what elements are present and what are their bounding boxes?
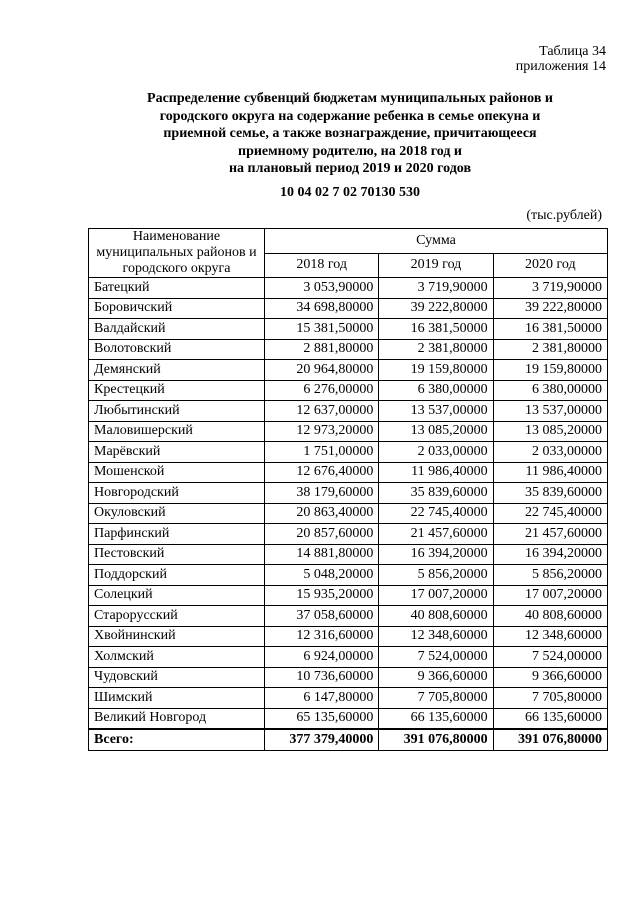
district-name: Холмский: [89, 647, 265, 668]
value-2020: 6 380,00000: [493, 380, 607, 401]
district-name: Окуловский: [89, 503, 265, 524]
appendix-number: приложения 14: [515, 59, 606, 74]
table-number: Таблица 34: [539, 44, 606, 59]
table-row: [89, 339, 608, 360]
table-row: [89, 462, 608, 483]
district-name: Чудовский: [89, 667, 265, 688]
value-2018: 15 935,20000: [265, 585, 379, 606]
value-2018: 14 881,80000: [265, 544, 379, 565]
value-2020: 40 808,60000: [493, 606, 607, 627]
document-title: [90, 90, 610, 178]
value-2018: 6 276,00000: [265, 380, 379, 401]
value-2019: 12 348,60000: [379, 626, 493, 647]
value-2018: 12 637,00000: [265, 401, 379, 422]
value-2020: 13 537,00000: [493, 401, 607, 422]
table-row: [89, 565, 608, 586]
value-2018: 12 676,40000: [265, 462, 379, 483]
total-row: [89, 729, 608, 750]
title-line: городского округа на содержание ребенка в семье опекуна и: [159, 108, 541, 124]
title-line: на плановый период 2019 и 2020 годов: [228, 161, 472, 176]
value-2018: 37 058,60000: [265, 606, 379, 627]
value-2019: 39 222,80000: [379, 298, 493, 319]
value-2020: 22 745,40000: [493, 503, 607, 524]
table-row: [89, 708, 608, 729]
value-2020: 3 719,90000: [493, 278, 607, 299]
table-row: [89, 626, 608, 647]
value-2018: 1 751,00000: [265, 442, 379, 463]
value-2020: 21 457,60000: [493, 524, 607, 545]
title-line: приемной семье, а также вознаграждение, причитающееся: [163, 126, 537, 141]
table-row: [89, 401, 608, 422]
table-row: [89, 421, 608, 442]
value-2019: 66 135,60000: [379, 708, 493, 729]
table-row: [89, 647, 608, 668]
value-2020: 7 705,80000: [493, 688, 607, 709]
table-row: [89, 503, 608, 524]
total-2018: 377 379,40000: [265, 729, 379, 750]
column-header-2019: 2019 год: [379, 253, 493, 278]
value-2020: 9 366,60000: [493, 667, 607, 688]
district-name: Батецкий: [89, 278, 265, 299]
value-2019: 5 856,20000: [379, 565, 493, 586]
total-label: Всего:: [89, 729, 265, 750]
value-2019: 16 381,50000: [379, 319, 493, 340]
value-2020: 13 085,20000: [493, 421, 607, 442]
table-row: [89, 544, 608, 565]
district-name: Парфинский: [89, 524, 265, 545]
value-2019: 9 366,60000: [379, 667, 493, 688]
value-2018: 65 135,60000: [265, 708, 379, 729]
value-2020: 17 007,20000: [493, 585, 607, 606]
district-name: Марёвский: [89, 442, 265, 463]
table-row: [89, 667, 608, 688]
value-2018: 12 973,20000: [265, 421, 379, 442]
district-name: Великий Новгород: [89, 708, 265, 729]
table-row: [89, 483, 608, 504]
value-2020: 35 839,60000: [493, 483, 607, 504]
table-row: [89, 298, 608, 319]
district-name: Пестовский: [89, 544, 265, 565]
value-2020: 12 348,60000: [493, 626, 607, 647]
value-2018: 6 924,00000: [265, 647, 379, 668]
table-row: [89, 688, 608, 709]
table-row: [89, 319, 608, 340]
value-2019: 2 381,80000: [379, 339, 493, 360]
district-name: Солецкий: [89, 585, 265, 606]
units-label: (тыс.рублей): [526, 208, 602, 223]
column-header-name: Наименование муниципальных районов и городского округа: [89, 229, 265, 278]
value-2018: 6 147,80000: [265, 688, 379, 709]
value-2019: 40 808,60000: [379, 606, 493, 627]
value-2019: 6 380,00000: [379, 380, 493, 401]
district-name: Маловишерский: [89, 421, 265, 442]
value-2019: 13 537,00000: [379, 401, 493, 422]
district-name: Старорусский: [89, 606, 265, 627]
district-name: Поддорский: [89, 565, 265, 586]
value-2019: 11 986,40000: [379, 462, 493, 483]
budget-code: 10 04 02 7 02 70130 530: [280, 185, 420, 200]
value-2019: 35 839,60000: [379, 483, 493, 504]
value-2018: 2 881,80000: [265, 339, 379, 360]
table-row: [89, 524, 608, 545]
district-name: Новгородский: [89, 483, 265, 504]
total-2019: 391 076,80000: [379, 729, 493, 750]
value-2018: 38 179,60000: [265, 483, 379, 504]
table-reference: [516, 44, 606, 74]
value-2018: 20 863,40000: [265, 503, 379, 524]
district-name: Мошенской: [89, 462, 265, 483]
value-2018: 34 698,80000: [265, 298, 379, 319]
title-line: приемному родителю, на 2018 год и: [238, 143, 462, 159]
title-line: Распределение субвенций бюджетам муниципальных районов и: [147, 91, 553, 106]
value-2018: 3 053,90000: [265, 278, 379, 299]
district-name: Любытинский: [89, 401, 265, 422]
district-name: Валдайский: [89, 319, 265, 340]
value-2020: 7 524,00000: [493, 647, 607, 668]
value-2019: 16 394,20000: [379, 544, 493, 565]
value-2018: 20 964,80000: [265, 360, 379, 381]
value-2020: 19 159,80000: [493, 360, 607, 381]
value-2020: 66 135,60000: [493, 708, 607, 729]
value-2019: 2 033,00000: [379, 442, 493, 463]
district-name: Боровичский: [89, 298, 265, 319]
district-name: Шимский: [89, 688, 265, 709]
column-header-2020: 2020 год: [493, 253, 607, 278]
value-2020: 16 394,20000: [493, 544, 607, 565]
value-2019: 19 159,80000: [379, 360, 493, 381]
value-2018: 15 381,50000: [265, 319, 379, 340]
table-row: [89, 360, 608, 381]
value-2020: 11 986,40000: [493, 462, 607, 483]
district-name: Демянский: [89, 360, 265, 381]
column-header-sum: Сумма: [265, 229, 608, 254]
table-row: [89, 606, 608, 627]
district-name: Хвойнинский: [89, 626, 265, 647]
total-2020: 391 076,80000: [493, 729, 607, 750]
district-name: Крестецкий: [89, 380, 265, 401]
value-2020: 39 222,80000: [493, 298, 607, 319]
table-row: [89, 585, 608, 606]
value-2019: 22 745,40000: [379, 503, 493, 524]
value-2020: 16 381,50000: [493, 319, 607, 340]
value-2019: 3 719,90000: [379, 278, 493, 299]
value-2020: 2 033,00000: [493, 442, 607, 463]
value-2019: 17 007,20000: [379, 585, 493, 606]
value-2018: 20 857,60000: [265, 524, 379, 545]
value-2018: 12 316,60000: [265, 626, 379, 647]
value-2018: 10 736,60000: [265, 667, 379, 688]
value-2020: 2 381,80000: [493, 339, 607, 360]
table-row: [89, 278, 608, 299]
subvention-table: [88, 228, 608, 751]
table-row: [89, 380, 608, 401]
value-2018: 5 048,20000: [265, 565, 379, 586]
value-2019: 7 524,00000: [379, 647, 493, 668]
column-header-2018: 2018 год: [265, 253, 379, 278]
district-name: Волотовский: [89, 339, 265, 360]
value-2019: 13 085,20000: [379, 421, 493, 442]
value-2020: 5 856,20000: [493, 565, 607, 586]
value-2019: 21 457,60000: [379, 524, 493, 545]
value-2019: 7 705,80000: [379, 688, 493, 709]
table-row: [89, 442, 608, 463]
